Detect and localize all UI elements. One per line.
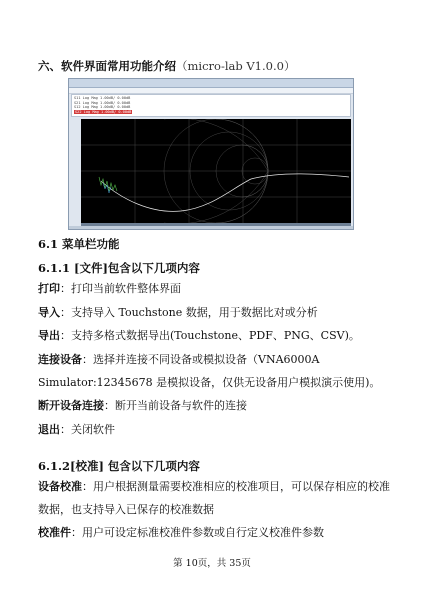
list-item: 校准件：用户可设定标准校准件参数或自行定义校准件参数 — [38, 526, 324, 539]
heading-6-1-2: 6.1.2[校准] 包含以下几项内容 — [38, 459, 200, 473]
trace-row: S21 Log Mag 1.00dB/ 0.00dB — [74, 100, 131, 105]
list-item: 退出：关闭软件 — [38, 423, 115, 436]
list-item: 打印：打印当前软件整体界面 — [38, 282, 181, 295]
trace-row: S12 Log Mag 1.00dB/ 0.00dB — [74, 105, 131, 109]
app-titlebar — [69, 79, 353, 88]
trace-row: S22 Log Mag 1.00dB/ 0.00dB — [75, 109, 132, 114]
section-title-text: 六、软件界面常用功能介绍 — [38, 59, 176, 73]
heading-6-1: 6.1 菜单栏功能 — [38, 237, 120, 251]
section-title — [38, 58, 295, 74]
page-footer: 第 10页，共 35页 — [173, 558, 251, 569]
app-screenshot — [68, 78, 354, 230]
list-item: 断开设备连接：断开当前设备与软件的连接 — [38, 399, 247, 412]
heading-6-1-1: 6.1.1 [文件]包含以下几项内容 — [38, 261, 200, 275]
smith-chart-plot — [81, 119, 351, 223]
list-item: 设备校准：用户根据测量需要校准相应的校准项目，可以保存相应的校准 — [38, 480, 390, 493]
plot-y-axis — [71, 119, 81, 223]
smith-chart-graphic — [81, 119, 351, 223]
list-item: 连接设备：选择并连接不同设备或模拟设备（VNA6000A — [38, 353, 320, 366]
trace-panel — [71, 94, 351, 117]
trace-row: S11 Log Mag 1.00dB/ 0.00dB — [74, 96, 131, 100]
list-item: 导入：支持导入 Touchstone 数据，用于数据比对或分析 — [38, 306, 318, 319]
list-item: Simulator:12345678 是模拟设备，仅供无设备用户模拟演示使用)。 — [38, 376, 381, 389]
section-title-version: （micro-lab V1.0.0） — [176, 59, 296, 73]
app-statusbar — [69, 226, 353, 229]
list-item: 导出：支持多格式数据导出(Touchstone、PDF、PNG、CSV)。 — [38, 329, 360, 342]
list-item: 数据，也支持导入已保存的校准数据 — [38, 503, 214, 516]
